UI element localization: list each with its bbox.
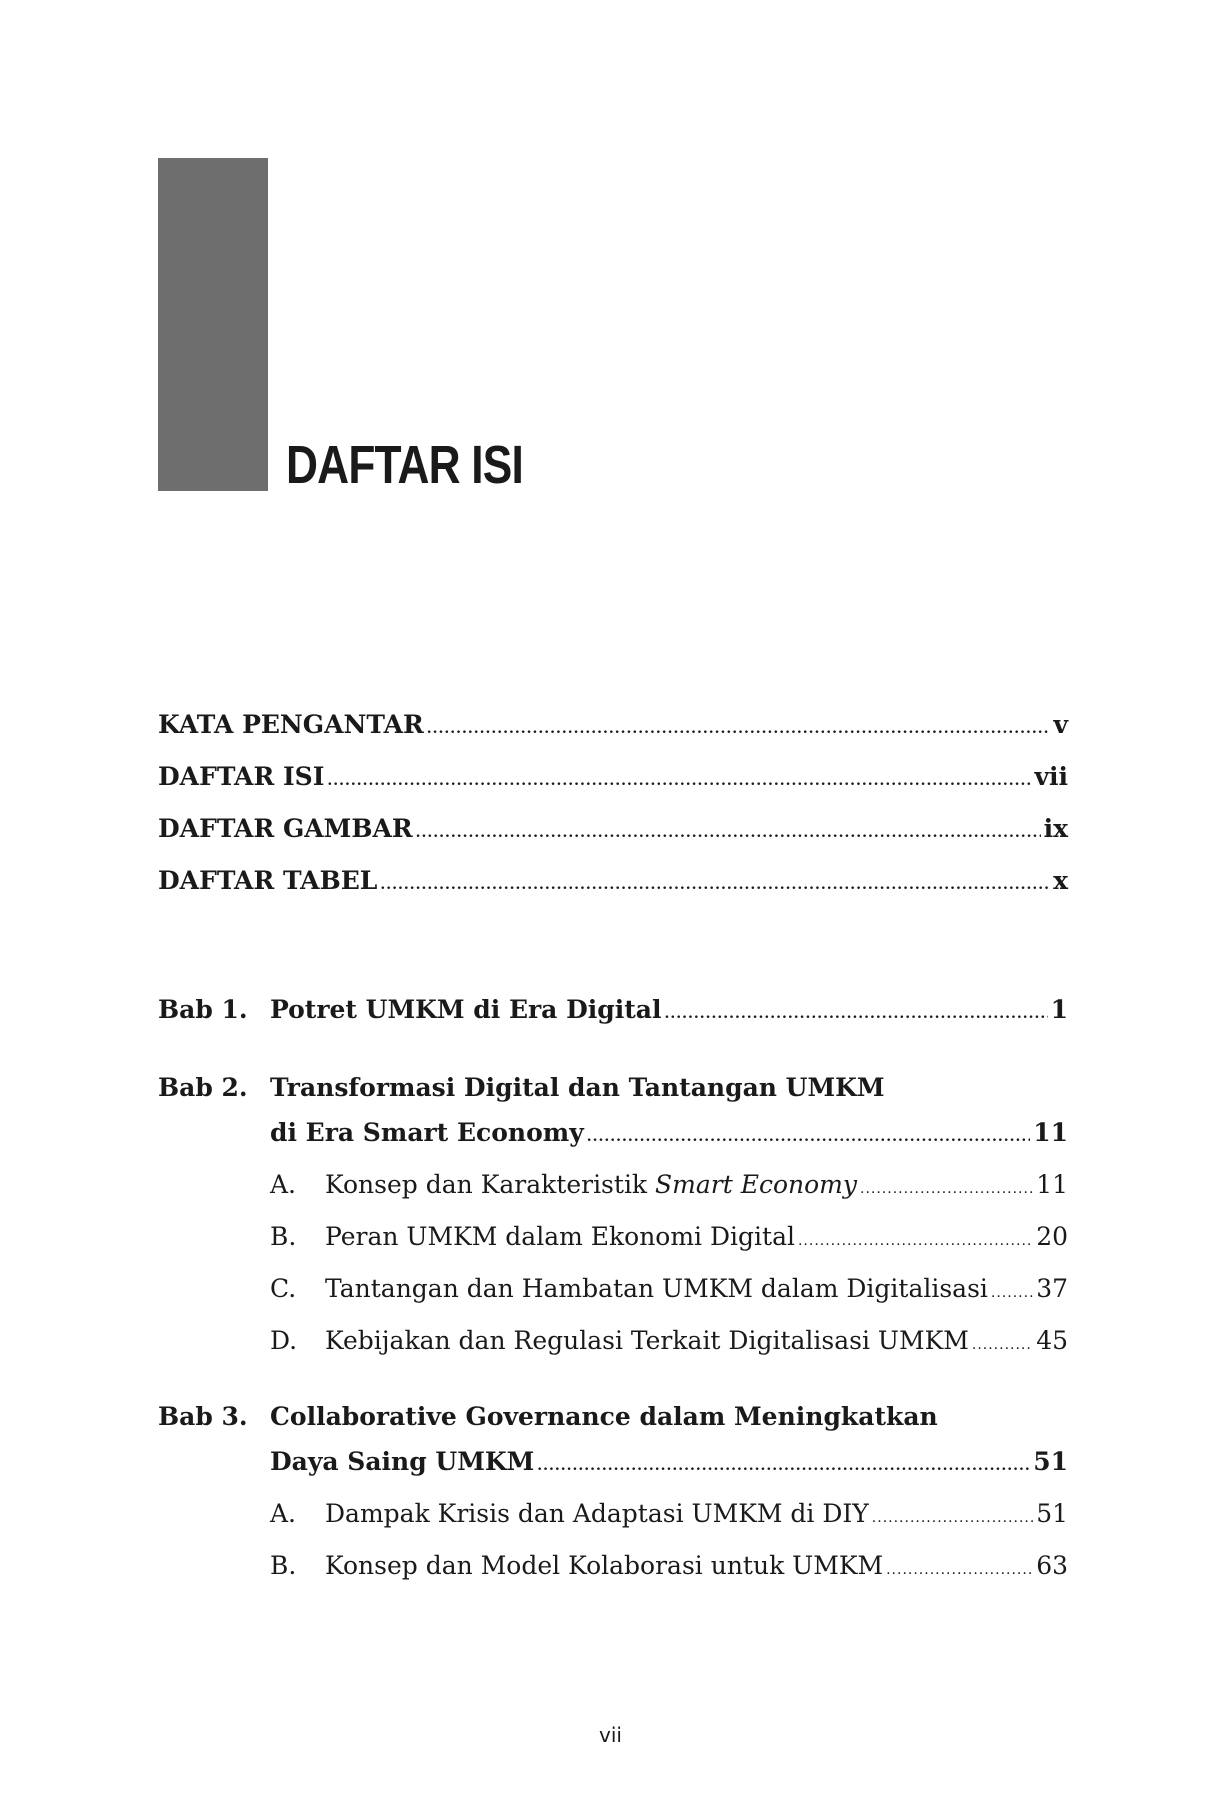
section-page: 51 xyxy=(1036,1499,1068,1528)
leader-dots xyxy=(886,1554,1033,1586)
section-letter: D. xyxy=(270,1326,298,1355)
toc-entry-daftar-tabel[interactable] xyxy=(158,865,1068,901)
leader-dots xyxy=(327,765,1031,797)
section-title-plain: Konsep dan Karakteristik xyxy=(325,1170,656,1199)
section-title: Kebijakan dan Regulasi Terkait Digitalisasi UMKM xyxy=(325,1326,969,1355)
section-page: 63 xyxy=(1036,1551,1068,1580)
section-title: Dampak Krisis dan Adaptasi UMKM di DIY xyxy=(325,1499,869,1528)
section-letter: B. xyxy=(270,1551,297,1580)
chapter-title: Daya Saing UMKM xyxy=(270,1447,535,1476)
chapter-title: di Era Smart Economy xyxy=(270,1118,584,1147)
toc-entry-page: x xyxy=(1053,866,1068,895)
section-page: 37 xyxy=(1036,1274,1068,1303)
page-title: DAFTAR ISI xyxy=(286,435,523,495)
toc-entry-bab-2-c[interactable] xyxy=(325,1273,1068,1309)
leader-dots xyxy=(972,1329,1033,1361)
section-title xyxy=(325,1169,857,1201)
leader-dots xyxy=(380,869,1050,901)
section-title: Tantangan dan Hambatan UMKM dalam Digitalisasi xyxy=(325,1274,988,1303)
chapter-number: Bab 2. xyxy=(158,1073,248,1102)
toc-entry-label: DAFTAR GAMBAR xyxy=(158,814,413,843)
toc-entry-label: DAFTAR ISI xyxy=(158,762,325,791)
toc-entry-kata-pengantar[interactable] xyxy=(158,709,1068,745)
chapter-page: 11 xyxy=(1033,1118,1068,1147)
leader-dots xyxy=(860,1173,1033,1205)
leader-dots xyxy=(798,1225,1033,1257)
chapter-title: Potret UMKM di Era Digital xyxy=(270,995,662,1024)
toc-entry-label: DAFTAR TABEL xyxy=(158,866,378,895)
section-page: 11 xyxy=(1036,1170,1068,1199)
section-letter: C. xyxy=(270,1274,297,1303)
leader-dots xyxy=(872,1502,1033,1534)
chapter-title-line1: Collaborative Governance dalam Meningkatkan xyxy=(270,1402,938,1431)
toc-entry-bab-3[interactable] xyxy=(270,1446,1068,1482)
toc-entry-daftar-isi[interactable] xyxy=(158,761,1068,797)
toc-entry-bab-1[interactable] xyxy=(270,994,1068,1030)
leader-dots xyxy=(416,817,1041,849)
section-letter: A. xyxy=(270,1170,297,1199)
leader-dots xyxy=(664,998,1047,1030)
toc-entry-bab-3-a[interactable] xyxy=(325,1498,1068,1534)
toc-entry-bab-2-a[interactable] xyxy=(325,1169,1068,1205)
toc-entry-bab-2-d[interactable] xyxy=(325,1325,1068,1361)
chapter-page: 1 xyxy=(1050,995,1068,1024)
toc-entry-bab-2-b[interactable] xyxy=(325,1221,1068,1257)
section-title: Konsep dan Model Kolaborasi untuk UMKM xyxy=(325,1551,884,1580)
chapter-number: Bab 3. xyxy=(158,1402,248,1431)
section-title-italic: Smart Economy xyxy=(655,1170,857,1199)
chapter-marker-block xyxy=(158,158,268,491)
section-title: Peran UMKM dalam Ekonomi Digital xyxy=(325,1222,795,1251)
leader-dots xyxy=(587,1121,1030,1153)
chapter-page: 51 xyxy=(1033,1447,1068,1476)
toc-entry-page: vii xyxy=(1034,762,1068,791)
toc-entry-bab-3-b[interactable] xyxy=(325,1550,1068,1586)
section-letter: A. xyxy=(270,1499,297,1528)
leader-dots xyxy=(537,1450,1030,1482)
leader-dots xyxy=(427,713,1051,745)
toc-entry-bab-2[interactable] xyxy=(270,1117,1068,1153)
leader-dots xyxy=(991,1277,1033,1309)
chapter-number: Bab 1. xyxy=(158,995,248,1024)
toc-entry-daftar-gambar[interactable] xyxy=(158,813,1068,849)
toc-entry-page: ix xyxy=(1043,814,1068,843)
toc-entry-label: KATA PENGANTAR xyxy=(158,710,424,739)
chapter-title-line1: Transformasi Digital dan Tantangan UMKM xyxy=(270,1073,885,1102)
section-letter: B. xyxy=(270,1222,297,1251)
section-page: 45 xyxy=(1036,1326,1068,1355)
page-number: vii xyxy=(599,1723,622,1747)
toc-entry-page: v xyxy=(1053,710,1068,739)
section-page: 20 xyxy=(1036,1222,1068,1251)
